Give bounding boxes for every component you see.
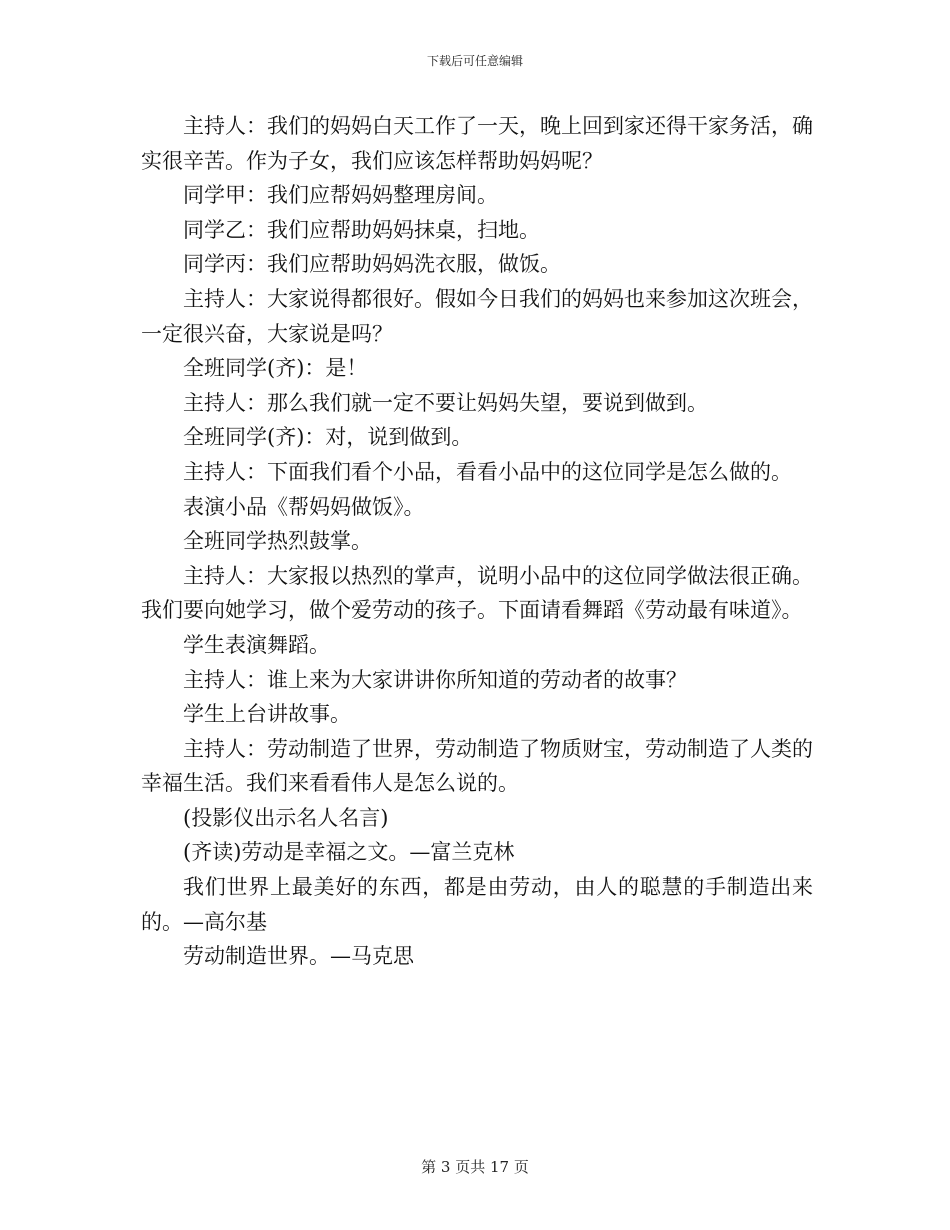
- paragraph: 学生上台讲故事。: [183, 702, 351, 727]
- paragraph: 同学乙：我们应帮助妈妈抹桌，扫地。: [183, 217, 540, 242]
- paragraph: 同学丙：我们应帮助妈妈洗衣服，做饭。: [183, 252, 561, 277]
- paragraph: (投影仪出示名人名言): [183, 805, 389, 830]
- paragraph: 全班同学(齐)：对，说到做到。: [183, 425, 473, 450]
- paragraph: 主持人：那么我们就一定不要让妈妈失望，要说到做到。: [183, 390, 708, 415]
- document-body: [141, 109, 813, 974]
- paragraph: 学生表演舞蹈。: [183, 632, 330, 657]
- paragraph: 主持人：劳动制造了世界，劳动制造了物质财宝，劳动制造了人类的幸福生活。我们来看看伟人是怎么说的。: [141, 736, 813, 796]
- paragraph: 全班同学(齐)：是！: [183, 356, 368, 381]
- paragraph: 同学甲：我们应帮妈妈整理房间。: [183, 183, 498, 208]
- page-footer: 第 3 页共 17 页: [421, 1158, 529, 1176]
- paragraph: 主持人：大家说得都很好。假如今日我们的妈妈也来参加这次班会，一定很兴奋，大家说是吗？: [141, 286, 813, 346]
- paragraph: 表演小品《帮妈妈做饭》。: [183, 494, 425, 519]
- paragraph: 主持人：下面我们看个小品，看看小品中的这位同学是怎么做的。: [183, 459, 792, 484]
- paragraph: 主持人：我们的妈妈白天工作了一天，晚上回到家还得干家务活，确实很辛苦。作为子女，我们应该怎样帮助妈妈呢？: [141, 114, 813, 173]
- paragraph: 劳动制造世界。—马克思: [183, 944, 414, 969]
- paragraph: 我们世界上最美好的东西，都是由劳动，由人的聪慧的手制造出来的。—高尔基: [141, 875, 813, 934]
- paragraph: 全班同学热烈鼓掌。: [183, 529, 372, 554]
- paragraph: 主持人：谁上来为大家讲讲你所知道的劳动者的故事？: [183, 667, 687, 692]
- page-header: 下载后可任意编辑: [426, 54, 523, 68]
- paragraph: 主持人：大家报以热烈的掌声，说明小品中的这位同学做法很正确。我们要向她学习，做个爱劳动的孩子。下面请看舞蹈《劳动最有味道》。: [141, 563, 813, 623]
- paragraph: (齐读)劳动是幸福之文。—富兰克林: [183, 840, 515, 865]
